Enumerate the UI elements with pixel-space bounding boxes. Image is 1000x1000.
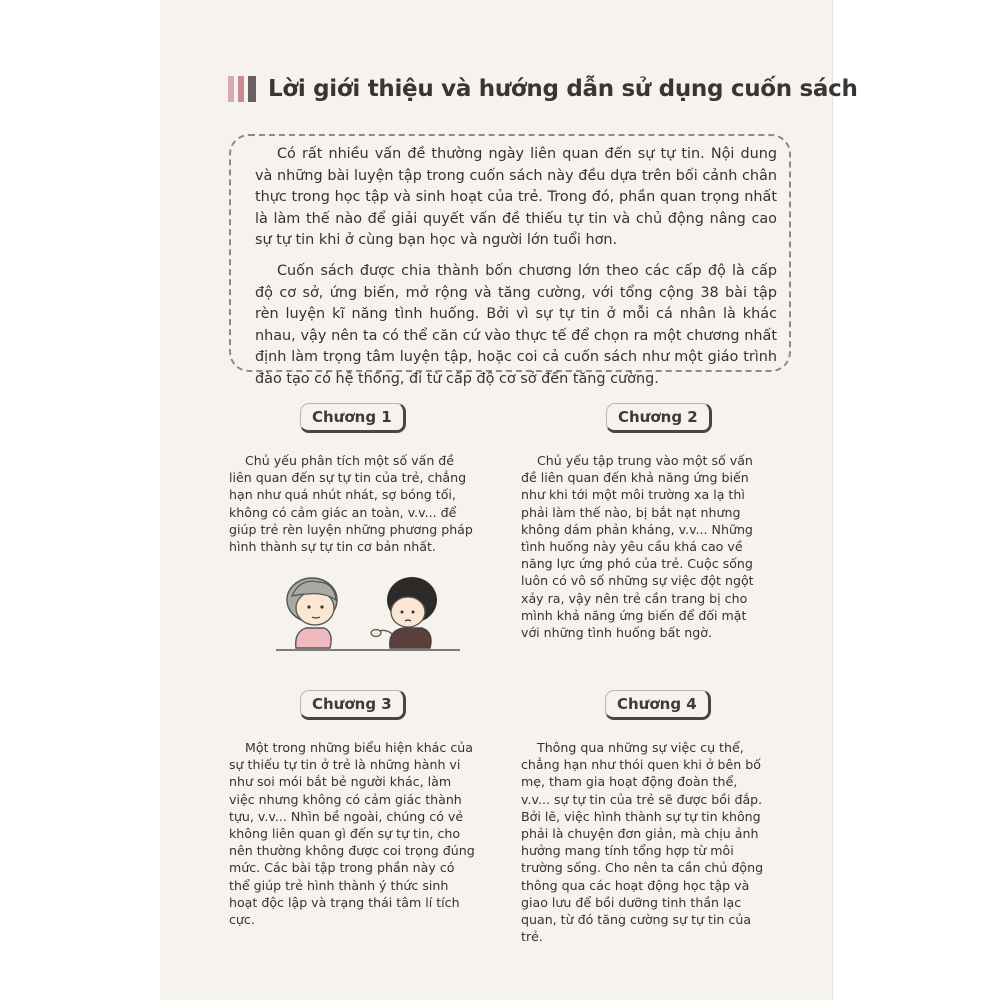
chapter-2-label: Chương 2 <box>606 403 712 433</box>
chapter-1-text: Chủ yếu phân tích một số vấn đề liên quan đến sự tự tin của trẻ, chẳng hạn như quá nhút nhát, sợ bóng tối, không có cảm giác an toàn, v.v... để giúp trẻ rèn luyện những phương pháp hình thành sự tự tin cơ bản nhất. <box>229 453 473 555</box>
intro-paragraph-1: Có rất nhiều vấn đề thường ngày liên quan đến sự tự tin. Nội dung và những bài luyện tập trong cuốn sách này đều dựa trên bối cảnh chân thực trong học tập và sinh hoạt của trẻ. Trong đó, phần quan trọng nhất là làm thế nào để giải quyết vấn đề thiếu tự tin và chủ động nâng cao sự tự tin khi ở cùng bạn học và người lớn tuổi hơn. <box>255 146 777 249</box>
heading-marks <box>228 76 256 102</box>
section-heading <box>228 73 858 105</box>
chapter-4-label: Chương 4 <box>605 690 711 720</box>
page-title: Lời giới thiệu và hướng dẫn sử dụng cuốn sách <box>268 76 858 102</box>
children-illustration <box>272 570 464 656</box>
chapter-4-text: Thông qua những sự việc cụ thể, chẳng hạn như thói quen khi ở bên bố mẹ, tham gia hoạt động đoàn thể, v.v... sự tự tin của trẻ sẽ được bồi đắp. Bởi lẽ, việc hình thành sự tự tin không phải là chuyện đơn giản, mà chịu ảnh hưởng mang tính tổng hợp từ môi trường sống. Cho nên ta cần chủ động thông qua các hoạt động học tập và giao lưu để bồi dưỡng tinh thần lạc quan, từ đó tăng cường sự tự tin của trẻ. <box>521 740 764 945</box>
heading-mark <box>248 76 256 102</box>
intro-paragraph-2: Cuốn sách được chia thành bốn chương lớn theo các cấp độ là cấp độ cơ sở, ứng biến, mở rộng và tăng cường, với tổng cộng 38 bài tập rèn luyện kĩ năng tình huống. Bởi vì sự tự tin ở mỗi cá nhân là khác nhau, vậy nên ta có thể căn cứ vào thực tế để chọn ra một chương nhất định làm trọng tâm luyện tập, hoặc coi cả cuốn sách như một giáo trình đào tạo có hệ thống, đi từ cấp độ cơ sở đến tăng cường. <box>255 262 777 387</box>
chapter-3-text: Một trong những biểu hiện khác của sự thiếu tự tin ở trẻ là những hành vi như soi mói bắt bẻ người khác, làm việc nhưng không có cảm giác thành tựu, v.v... Nhìn bề ngoài, chúng có vẻ không liên quan gì đến sự tự tin, cho nên thường không được coi trọng đúng mức. Các bài tập trong phần này có thể giúp trẻ hình thành ý thức sinh hoạt độc lập và trạng thái tâm lí tích cực. <box>229 740 475 928</box>
intro-box <box>229 134 791 387</box>
heading-mark <box>238 76 244 102</box>
chapter-3-label: Chương 3 <box>300 690 406 720</box>
heading-mark <box>228 76 234 102</box>
chapter-2-text: Chủ yếu tập trung vào một số vấn đề liên quan đến khả năng ứng biến như khi tới một môi trường xa lạ thì phải làm thế nào, bị bắt nạt nhưng không dám phản kháng, v.v... Những tình huống này yêu cầu khá cao về năng lực ứng phó của trẻ. Cuộc sống luôn có vô số những sự việc đột ngột xảy ra, vậy nên trẻ cần trang bị cho mình khả năng ứng biến để đối mặt với những tình huống bất ngờ. <box>521 453 754 641</box>
chapter-1-label: Chương 1 <box>300 403 406 433</box>
